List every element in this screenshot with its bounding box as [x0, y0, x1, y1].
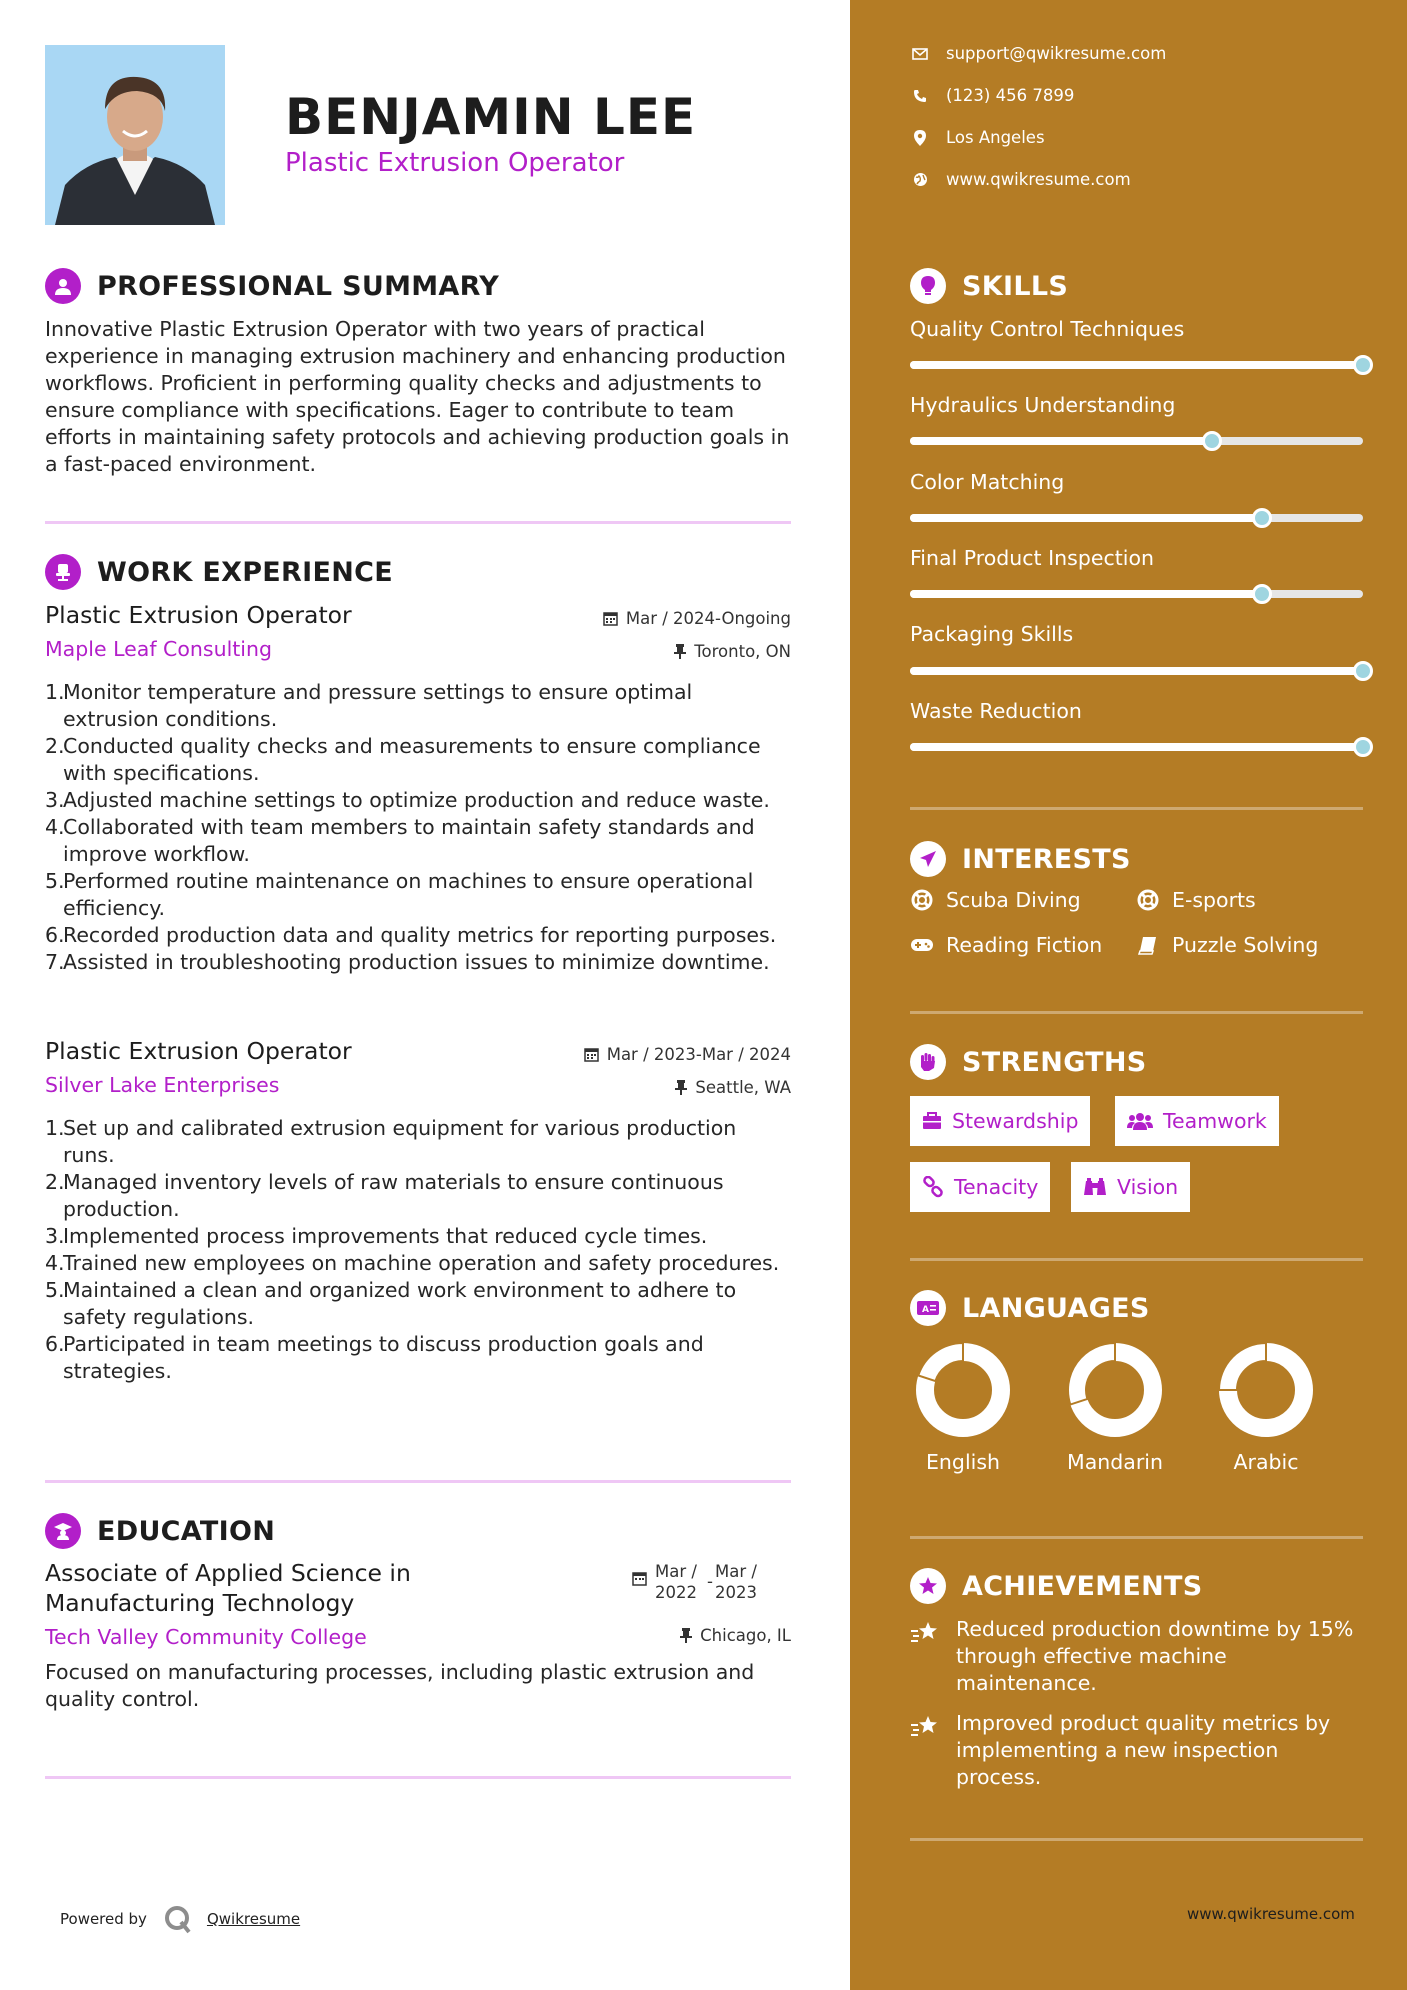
skill-bar: [910, 514, 1363, 522]
interests-header: [910, 841, 1131, 877]
summary-text: Innovative Plastic Extrusion Operator with two years of practical experience in managing extrusion machinery and enhancing production workflows. Proficient in performing quality checks and adjustments to ensure compliance with specifications. Eager to contribute to team efforts in maintaining safety protocols and achieving production goals in a fast-paced environment.: [45, 317, 790, 476]
section-divider: [910, 1258, 1363, 1261]
contact-website[interactable]: [912, 170, 1131, 189]
pin-icon: [680, 1628, 692, 1643]
strength-label: Vision: [1117, 1175, 1179, 1199]
skill-label: Packaging Skills: [910, 622, 1074, 646]
briefcase-icon: [922, 1112, 942, 1130]
strength-chip: [1071, 1162, 1190, 1212]
job-entry: [45, 600, 791, 976]
interest-label: Scuba Diving: [946, 888, 1081, 912]
binoculars-icon: [1083, 1177, 1107, 1197]
experience-heading: WORK EXPERIENCE: [97, 556, 393, 588]
section-divider: [910, 1536, 1363, 1539]
contact-location-text: Los Angeles: [946, 128, 1045, 147]
skill-bar: [910, 590, 1363, 598]
interests-heading: INTERESTS: [962, 843, 1131, 875]
education-entry: [45, 1558, 791, 1713]
strength-chip: [910, 1162, 1050, 1212]
skill-bar: [910, 361, 1363, 369]
section-divider: [45, 521, 791, 524]
contact-phone[interactable]: [912, 86, 1074, 105]
job-company: Silver Lake Enterprises: [45, 1073, 280, 1097]
section-divider: [910, 1011, 1363, 1014]
summary-header: [45, 268, 499, 304]
language-item: [1040, 1342, 1190, 1474]
skill-label: Waste Reduction: [910, 699, 1082, 723]
language-label: Mandarin: [1067, 1450, 1163, 1474]
profile-photo: [45, 45, 225, 225]
book-icon: [1136, 933, 1160, 957]
strength-label: Stewardship: [952, 1109, 1079, 1133]
fist-icon: [910, 1044, 946, 1080]
envelope-icon: [912, 46, 928, 62]
job-location-text: Seattle, WA: [695, 1078, 791, 1097]
language-ring: [1218, 1342, 1314, 1438]
skill-handle[interactable]: [1353, 661, 1373, 681]
skill-handle[interactable]: [1353, 355, 1373, 375]
achievement-text: Improved product quality metrics by implementing a new inspection process.: [956, 1711, 1331, 1789]
shooting-star-icon: [910, 1618, 940, 1648]
skill-fill: [910, 361, 1363, 369]
calendar-icon: [584, 1047, 599, 1062]
achievement-item: [910, 1616, 1370, 1697]
skill-bar: [910, 743, 1363, 751]
job-company: Maple Leaf Consulting: [45, 637, 273, 661]
achievement-item: [910, 1710, 1370, 1791]
paper-plane-icon: [910, 841, 946, 877]
languages-heading: LANGUAGES: [962, 1292, 1150, 1324]
strength-label: Tenacity: [954, 1175, 1039, 1199]
skill-label: Hydraulics Understanding: [910, 393, 1176, 417]
language-item: [1191, 1342, 1341, 1474]
graduate-icon: [45, 1513, 81, 1549]
star-badge-icon: [910, 1568, 946, 1604]
candidate-name: BENJAMIN LEE: [285, 88, 697, 146]
list-item: 2. Conducted quality checks and measurements to ensure compliance with specifications.: [45, 734, 761, 785]
interest-item: [910, 888, 1081, 912]
strength-chip: [1115, 1096, 1279, 1146]
skill-fill: [910, 437, 1212, 445]
lifebuoy-icon: [1136, 888, 1160, 912]
skill-bar: [910, 437, 1363, 445]
list-item: 7. Assisted in troubleshooting production issues to minimize downtime.: [45, 950, 770, 974]
powered-by-label: Powered by: [60, 1910, 147, 1928]
strengths-header: [910, 1044, 1147, 1080]
contact-email-text: support@qwikresume.com: [946, 44, 1167, 63]
date-separator: -: [707, 1572, 713, 1591]
users-icon: [1127, 1111, 1153, 1131]
job-responsibilities: [45, 1115, 791, 1385]
interest-label: Reading Fiction: [946, 933, 1103, 957]
school-name: Tech Valley Community College: [45, 1625, 367, 1649]
achievements-header: [910, 1568, 1203, 1604]
strength-chip: [910, 1096, 1090, 1146]
education-location: [680, 1626, 791, 1645]
job-location: [675, 1078, 791, 1097]
list-item: 3. Implemented process improvements that reduced cycle times.: [45, 1224, 708, 1248]
svg-text:A: A: [922, 1305, 929, 1315]
list-item: 3. Adjusted machine settings to optimize production and reduce waste.: [45, 788, 770, 812]
skill-bar: [910, 667, 1363, 675]
education-location-text: Chicago, IL: [700, 1626, 791, 1645]
interest-label: Puzzle Solving: [1172, 933, 1319, 957]
skill-label: Color Matching: [910, 470, 1065, 494]
language-icon: [910, 1290, 946, 1326]
job-responsibilities: [45, 679, 791, 976]
language-ring: [1067, 1342, 1163, 1438]
language-label: Arabic: [1233, 1450, 1299, 1474]
list-item: 2. Managed inventory levels of raw materials to ensure continuous production.: [45, 1170, 724, 1221]
user-icon: [45, 268, 81, 304]
language-item: [888, 1342, 1038, 1474]
calendar-icon: [632, 1571, 647, 1586]
education-start: Mar / 2022: [655, 1562, 697, 1602]
strengths-heading: STRENGTHS: [962, 1046, 1147, 1078]
list-item: 1. Set up and calibrated extrusion equipment for various production runs.: [45, 1116, 737, 1167]
education-dates: [632, 1561, 765, 1603]
achievements-heading: ACHIEVEMENTS: [962, 1570, 1203, 1602]
pin-icon: [675, 1080, 687, 1095]
achievement-text: Reduced production downtime by 15% through effective machine maintenance.: [956, 1617, 1354, 1695]
contact-website-text: www.qwikresume.com: [946, 170, 1131, 189]
education-heading: EDUCATION: [97, 1515, 276, 1547]
skill-fill: [910, 667, 1363, 675]
interest-item: [1136, 933, 1318, 957]
skill-fill: [910, 514, 1262, 522]
job-dates-text: Mar / 2024-Ongoing: [625, 609, 791, 628]
gamepad-icon: [910, 933, 934, 957]
calendar-icon: [603, 611, 618, 626]
skill-handle[interactable]: [1353, 737, 1373, 757]
candidate-title: Plastic Extrusion Operator: [285, 148, 625, 178]
skills-header: [910, 268, 1068, 304]
section-divider: [910, 807, 1363, 810]
strength-label: Teamwork: [1163, 1109, 1267, 1133]
summary-heading: PROFESSIONAL SUMMARY: [97, 270, 500, 302]
lightbulb-icon: [910, 268, 946, 304]
pin-icon: [674, 644, 686, 659]
qwikresume-link[interactable]: Qwikresume: [206, 1910, 301, 1928]
languages-header: [910, 1290, 1150, 1326]
powered-by: [60, 1904, 300, 1934]
list-item: 4. Collaborated with team members to maintain safety standards and improve workflow.: [45, 815, 755, 866]
list-item: 1. Monitor temperature and pressure settings to ensure optimal extrusion conditions.: [45, 680, 693, 731]
job-title: Plastic Extrusion Operator: [45, 1037, 352, 1065]
section-divider: [45, 1480, 791, 1483]
interest-item: [910, 933, 1102, 957]
skill-fill: [910, 743, 1363, 751]
contact-location: [912, 128, 1045, 147]
list-item: 4. Trained new employees on machine operation and safety procedures.: [45, 1251, 780, 1275]
interest-label: E-sports: [1172, 888, 1256, 912]
language-ring: [915, 1342, 1011, 1438]
education-description: Focused on manufacturing processes, including plastic extrusion and quality control.: [45, 1660, 755, 1711]
section-divider: [45, 1776, 791, 1779]
job-location-text: Toronto, ON: [694, 642, 791, 661]
contact-phone-text: (123) 456 7899: [946, 86, 1075, 105]
degree-title: Associate of Applied Science in Manufacturing Technology: [45, 1559, 411, 1617]
link-icon: [922, 1176, 944, 1198]
contact-email[interactable]: [912, 44, 1166, 63]
job-dates-text: Mar / 2023-Mar / 2024: [606, 1045, 791, 1064]
job-entry: [45, 1036, 791, 1385]
job-dates: [584, 1045, 791, 1064]
list-item: 6. Participated in team meetings to discuss production goals and strategies.: [45, 1332, 704, 1383]
experience-header: [45, 554, 393, 590]
education-header: [45, 1513, 275, 1549]
language-label: English: [925, 1450, 1001, 1474]
map-pin-icon: [912, 130, 928, 146]
section-divider: [910, 1838, 1363, 1841]
interest-item: [1136, 888, 1256, 912]
education-end: Mar / 2023: [714, 1562, 757, 1602]
skill-label: Final Product Inspection: [910, 546, 1154, 570]
skill-label: Quality Control Techniques: [910, 317, 1185, 341]
qwikresume-logo-icon: [163, 1904, 193, 1934]
list-item: 5. Maintained a clean and organized work environment to adhere to safety regulations.: [45, 1278, 737, 1329]
phone-icon: [912, 88, 928, 104]
skills-heading: SKILLS: [962, 270, 1069, 302]
skill-handle[interactable]: [1202, 431, 1222, 451]
lifebuoy-icon: [910, 888, 934, 912]
job-location: [674, 642, 791, 661]
job-dates: [603, 609, 791, 628]
chair-icon: [45, 554, 81, 590]
skill-fill: [910, 590, 1262, 598]
list-item: 6. Recorded production data and quality metrics for reporting purposes.: [45, 923, 777, 947]
job-title: Plastic Extrusion Operator: [45, 601, 352, 629]
globe-icon: [912, 172, 928, 188]
footer-website[interactable]: www.qwikresume.com: [1187, 1905, 1355, 1923]
shooting-star-icon: [910, 1712, 940, 1742]
list-item: 5. Performed routine maintenance on machines to ensure operational efficiency.: [45, 869, 754, 920]
